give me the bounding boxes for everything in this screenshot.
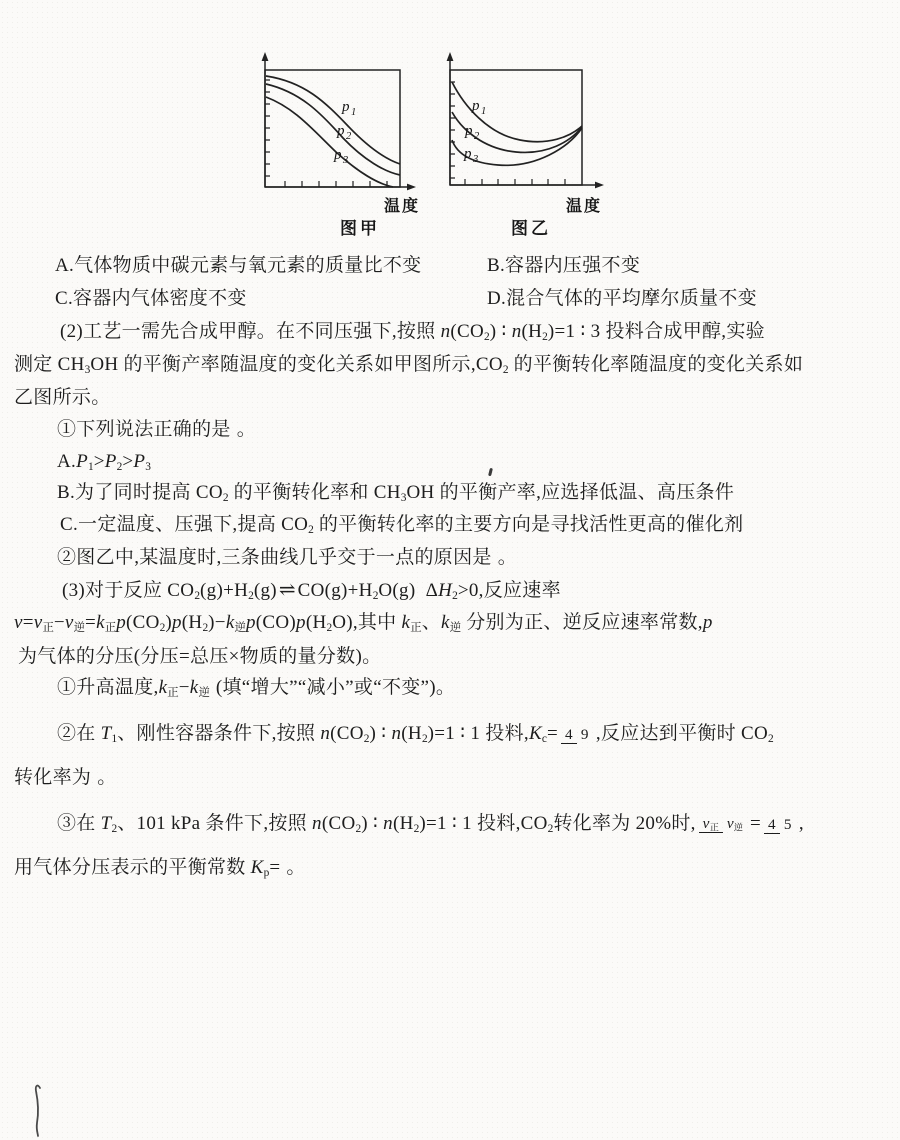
- text-segment: ①下列说法正确的是: [57, 419, 231, 440]
- text-segment: (CO): [255, 612, 297, 633]
- text-segment: B.为了同时提高 CO: [57, 482, 223, 503]
- text-segment: k: [401, 612, 411, 633]
- jia-xlabel: 温度: [384, 198, 421, 215]
- text-segment: 逆: [73, 622, 86, 635]
- q2-sub1-option-b: [57, 481, 734, 505]
- text-segment: 4: [768, 815, 776, 833]
- pen-mark-stroke: [36, 1086, 40, 1136]
- jia-x-axis-arrow-icon: [407, 184, 416, 191]
- text-segment: =: [22, 612, 34, 633]
- text-segment: 2: [222, 492, 229, 505]
- q3-sub2-line1: [57, 722, 774, 746]
- text-segment: 、101 kPa 条件下,按照: [117, 813, 313, 834]
- text-segment: 1: [111, 733, 118, 746]
- text-segment: 的平衡转化率和 CH: [228, 482, 401, 503]
- yi-label-p3: p: [464, 146, 472, 162]
- text-segment: CO(g)+H: [297, 580, 373, 601]
- text-segment: 逆: [234, 622, 246, 635]
- text-segment: 。: [236, 419, 257, 440]
- text-segment: 2: [768, 733, 774, 746]
- text-segment: k: [96, 612, 105, 633]
- text-segment: 9: [580, 725, 589, 743]
- text-segment: )=1 ∶ 1 投料,CO: [419, 813, 548, 834]
- figures-svg: [250, 50, 620, 242]
- text-segment: C.容器内气体密度不变: [55, 288, 247, 309]
- text-segment: C.一定温度、压强下,提高 CO: [60, 514, 309, 535]
- text-segment: n: [312, 813, 322, 834]
- text-segment: 。: [286, 857, 306, 878]
- text-segment: (CO: [321, 813, 356, 834]
- scan-speck: [488, 468, 492, 476]
- text-segment: )=1 ∶ 3 投料合成甲醇,实验: [547, 321, 765, 342]
- text-segment: 2: [542, 331, 548, 344]
- q2-sub1-stem: [57, 418, 256, 442]
- jia-curve-p2: [266, 84, 400, 175]
- text-segment: 2: [202, 622, 209, 635]
- text-segment: 2: [363, 733, 370, 746]
- text-segment: p: [171, 612, 182, 633]
- option-top-d: [487, 287, 757, 311]
- jia-curve-p3: [266, 97, 393, 187]
- text-segment: 正: [709, 822, 719, 833]
- text-segment: −: [178, 677, 190, 698]
- yi-x-axis-arrow-icon: [595, 182, 604, 189]
- text-segment: k: [189, 677, 199, 698]
- text-segment: (CO: [330, 723, 364, 744]
- text-segment: n: [320, 723, 331, 744]
- fraction-numerator: [561, 726, 577, 744]
- fraction: [561, 726, 593, 743]
- text-segment: B.容器内压强不变: [487, 255, 641, 276]
- text-segment: 测定 CH: [14, 354, 85, 375]
- text-segment: 正: [104, 622, 117, 635]
- text-segment: (CO: [126, 612, 160, 633]
- text-segment: (g): [253, 580, 277, 601]
- pen-mark: [30, 1082, 52, 1140]
- text-segment: k: [225, 612, 235, 633]
- q3-intro: [62, 578, 561, 603]
- text-segment: 2: [248, 590, 254, 603]
- q3-sub3-line2: [14, 856, 306, 880]
- text-segment: 2: [372, 590, 379, 603]
- text-segment: ③在: [57, 813, 101, 834]
- text-segment: 逆: [449, 622, 462, 635]
- text-segment: ) ∶: [369, 723, 392, 744]
- text-segment: 。: [97, 767, 117, 788]
- q2-intro-line2: [14, 353, 803, 377]
- text-segment: −: [53, 612, 65, 633]
- text-segment: 2: [116, 461, 123, 474]
- text-segment: 3: [84, 364, 91, 377]
- text-segment: n: [383, 813, 393, 834]
- text-segment: 2: [452, 590, 458, 603]
- text-segment: 2: [194, 590, 201, 603]
- text-segment: ①升高温度,: [57, 677, 159, 698]
- text-segment: ) ∶: [361, 813, 384, 834]
- text-segment: >0,反应速率: [457, 580, 561, 601]
- yi-caption: 图乙: [511, 219, 551, 238]
- text-segment: =: [85, 612, 97, 633]
- text-segment: v: [726, 815, 734, 833]
- text-segment: n: [391, 723, 402, 744]
- rate-equation-line1: [14, 611, 713, 635]
- text-segment: 。: [497, 547, 518, 568]
- text-segment: v: [64, 612, 74, 633]
- q2-intro-line3: [14, 386, 111, 410]
- text-segment: (2)工艺一需先合成甲醇。在不同压强下,按照: [60, 321, 441, 342]
- text-segment: P: [104, 451, 117, 472]
- text-segment: 2: [502, 364, 509, 377]
- jia-y-axis-arrow-icon: [262, 52, 269, 61]
- yi-y-axis-arrow-icon: [447, 52, 454, 61]
- text-segment: P: [133, 451, 146, 472]
- text-segment: A.: [57, 451, 77, 472]
- text-segment: 的平衡转化率的主要方向是寻找活性更高的催化剂: [313, 514, 744, 535]
- text-segment: p: [702, 612, 713, 633]
- text-segment: 2: [547, 823, 554, 836]
- text-segment: O(g) Δ: [378, 580, 439, 601]
- text-segment: T: [100, 723, 112, 744]
- yi-label-p2-sub: 2: [474, 131, 480, 142]
- yi-label-p3-sub: 3: [473, 154, 479, 165]
- text-segment: 分别为正、逆反应速率常数,: [461, 612, 703, 633]
- text-segment: (g)+H: [200, 580, 249, 601]
- text-segment: O),其中: [332, 612, 402, 633]
- q2-sub1-option-c: [60, 513, 743, 537]
- text-segment: >: [93, 451, 105, 472]
- text-segment: 为气体的分压(分压=总压×物质的量分数)。: [18, 646, 382, 667]
- text-segment: 逆: [733, 822, 743, 833]
- q2-sub1-option-a: [57, 450, 151, 474]
- text-segment: 、: [421, 612, 441, 633]
- jia-plot-box: [265, 70, 400, 187]
- text-segment: >: [122, 451, 134, 472]
- fraction-denominator: [723, 815, 747, 832]
- option-top-a: [55, 254, 421, 278]
- figure-jia-chart: [262, 52, 420, 238]
- jia-label-p3-sub: 3: [343, 155, 349, 166]
- text-segment: (H: [392, 813, 414, 834]
- text-segment: OH 的平衡产率随温度的变化关系如甲图所示,CO: [90, 354, 503, 375]
- fraction-denominator: [780, 816, 796, 833]
- q3-sub1-stem: [57, 676, 455, 700]
- yi-xlabel: 温度: [566, 198, 603, 215]
- jia-label-p2-sub: 2: [346, 131, 352, 142]
- option-top-b: [487, 254, 640, 278]
- fraction-numerator: [764, 816, 780, 834]
- text-segment: P: [76, 451, 88, 472]
- text-segment: OH 的平衡产率,应选择低温、高压条件: [406, 482, 735, 503]
- jia-caption: 图甲: [340, 219, 380, 238]
- text-segment: 转化率为 20%时,: [553, 813, 696, 834]
- option-top-c: [55, 287, 247, 311]
- text-segment: T: [100, 813, 112, 834]
- text-segment: 正: [410, 622, 422, 635]
- text-segment: (3)对于反应 CO: [62, 580, 195, 601]
- text-segment: k: [441, 612, 450, 633]
- text-segment: D.混合气体的平均摩尔质量不变: [487, 288, 757, 309]
- text-segment: p: [296, 612, 306, 633]
- text-segment: K: [250, 857, 264, 878]
- text-segment: 2: [326, 622, 333, 635]
- text-segment: 正: [42, 622, 54, 635]
- yi-label-p1-sub: 1: [481, 106, 487, 117]
- text-segment: p: [245, 612, 256, 633]
- jia-label-p1: p: [342, 99, 350, 115]
- text-segment: v: [702, 815, 710, 833]
- text-segment: (H: [181, 612, 203, 633]
- text-segment: c: [541, 733, 547, 746]
- text-segment: 逆: [198, 687, 210, 700]
- q3-sub2-line2: [14, 766, 117, 790]
- text-segment: =: [269, 857, 281, 878]
- q3-sub3-line1: [57, 812, 804, 836]
- jia-label-p1-sub: 1: [351, 107, 357, 118]
- text-segment: 5: [783, 815, 792, 833]
- jia-label-p3: p: [334, 147, 342, 163]
- text-segment: 用气体分压表示的平衡常数: [14, 857, 251, 878]
- text-segment: (H: [401, 723, 422, 744]
- text-segment: 正: [167, 687, 179, 700]
- text-segment: n: [511, 321, 522, 342]
- text-segment: H: [438, 580, 453, 601]
- q2-intro-line1: [60, 320, 765, 344]
- text-segment: 2: [484, 331, 490, 344]
- text-segment: 4: [565, 725, 573, 743]
- text-segment: (CO: [450, 321, 484, 342]
- text-segment: 2: [413, 823, 420, 836]
- text-segment: (填“增大”“减小”或“不变”)。: [215, 677, 456, 698]
- yi-x-ticks: [465, 179, 565, 185]
- text-segment: 1: [87, 461, 94, 474]
- text-segment: 的平衡转化率随温度的变化关系如: [508, 354, 804, 375]
- yi-label-p2: p: [465, 123, 473, 139]
- text-segment: ⇌: [278, 579, 296, 601]
- text-segment: n: [440, 321, 451, 342]
- text-segment: ) ∶: [489, 321, 512, 342]
- figure-yi-chart: [447, 52, 604, 238]
- text-segment: p: [116, 612, 127, 633]
- text-segment: k: [158, 677, 168, 698]
- text-segment: 2: [308, 524, 314, 537]
- text-segment: 2: [355, 823, 362, 836]
- fraction: [764, 816, 796, 833]
- text-segment: =: [749, 813, 761, 834]
- text-segment: (H: [521, 321, 543, 342]
- text-segment: 2: [421, 733, 428, 746]
- text-segment: )−: [208, 612, 226, 633]
- text-segment: 3: [400, 492, 407, 505]
- yi-label-p1: p: [472, 98, 480, 114]
- text-segment: K: [528, 723, 542, 744]
- text-segment: 2: [159, 622, 166, 635]
- q2-sub2-stem: [57, 546, 517, 570]
- text-segment: ,: [798, 813, 804, 834]
- text-segment: )=1 ∶ 1 投料,: [427, 723, 529, 744]
- rate-equation-line2: [18, 645, 381, 669]
- fraction: [699, 815, 747, 832]
- fraction-numerator: [699, 815, 723, 833]
- text-segment: v: [14, 612, 23, 633]
- text-segment: p: [263, 867, 270, 880]
- text-segment: 乙图所示。: [14, 387, 111, 408]
- text-segment: 、刚性容器条件下,按照: [117, 723, 321, 744]
- text-segment: ,反应达到平衡时 CO: [595, 723, 769, 744]
- text-segment: v: [33, 612, 43, 633]
- figures-row: [250, 50, 620, 242]
- text-segment: 转化率为: [14, 767, 92, 788]
- jia-x-ticks: [285, 181, 387, 187]
- text-segment: =: [546, 723, 558, 744]
- fraction-denominator: [577, 726, 593, 743]
- jia-label-p2: p: [337, 123, 345, 139]
- text-segment: ②图乙中,某温度时,三条曲线几乎交于一点的原因是: [57, 547, 492, 568]
- text-segment: (H: [305, 612, 327, 633]
- text-segment: A.气体物质中碳元素与氧元素的质量比不变: [55, 255, 422, 276]
- jia-curve-p1: [266, 76, 400, 164]
- text-segment: ): [165, 612, 172, 633]
- text-segment: 2: [111, 823, 118, 836]
- text-segment: ②在: [57, 723, 101, 744]
- text-segment: 3: [145, 461, 151, 474]
